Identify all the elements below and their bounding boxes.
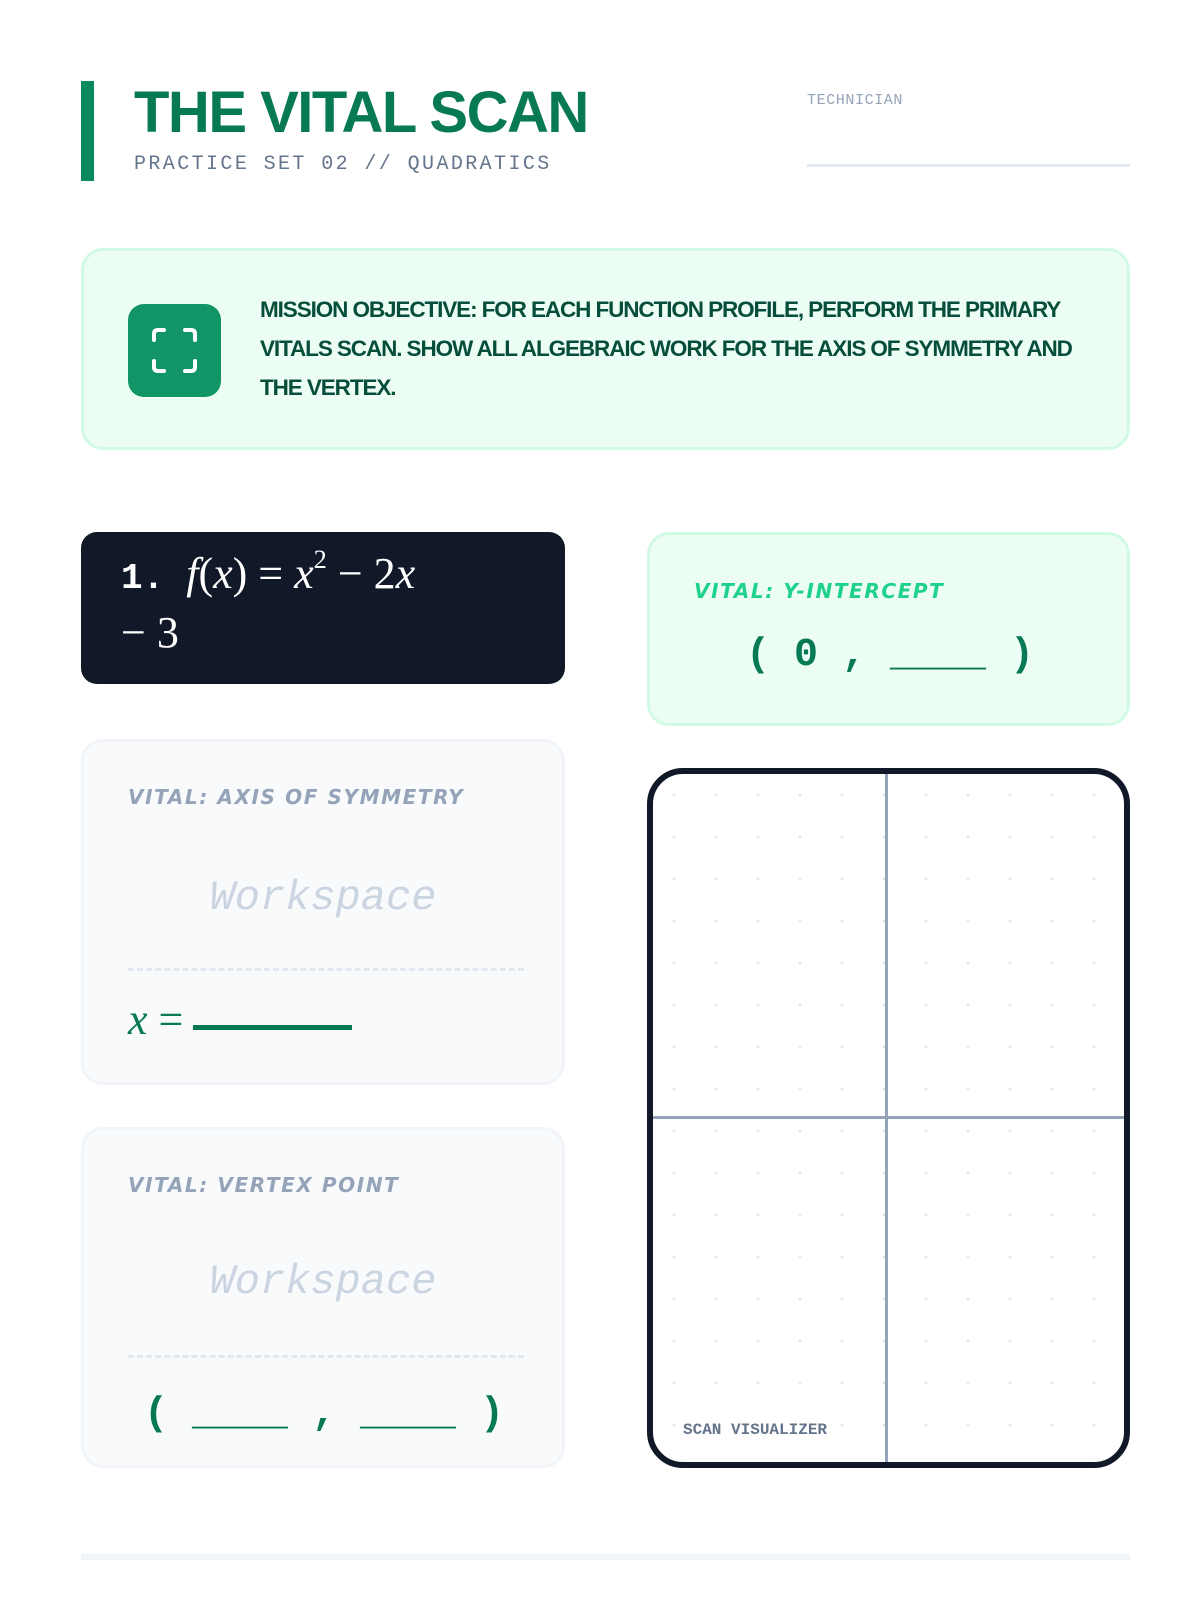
- problem-card: [81, 532, 565, 684]
- vertex-point-label: VITAL: VERTEX POINT: [128, 1173, 400, 1197]
- axis-workspace-area[interactable]: Workspace: [209, 874, 437, 922]
- axis-of-symmetry-label: VITAL: AXIS OF SYMMETRY: [128, 785, 465, 809]
- dashed-divider: [128, 1355, 524, 1358]
- scan-visualizer-label: SCAN VISUALIZER: [683, 1421, 828, 1439]
- header-accent-bar: [81, 81, 94, 181]
- scan-icon: [128, 304, 221, 397]
- page-title: THE VITAL SCAN: [134, 80, 588, 145]
- y-intercept-answer[interactable]: ( 0 , ____ ): [746, 633, 1035, 678]
- scan-visualizer-grid[interactable]: [647, 768, 1130, 1468]
- dashed-divider: [128, 968, 524, 971]
- mission-objective-text: MISSION OBJECTIVE: FOR EACH FUNCTION PROFILE, PERFORM THE PRIMARY VITALS SCAN. SHOW ALL ALGEBRAIC WORK FOR THE AXIS OF SYMMETRY AND THE VERTEX.: [260, 297, 1072, 400]
- axis-answer: x =: [128, 994, 352, 1045]
- y-intercept-label: VITAL: Y-INTERCEPT: [694, 579, 945, 603]
- y-intercept-card: [647, 532, 1130, 726]
- footer-divider: [81, 1554, 1130, 1560]
- vertex-workspace-area[interactable]: Workspace: [209, 1258, 437, 1306]
- x-axis-line: [653, 1116, 1124, 1119]
- vertex-answer[interactable]: ( ____ , ____ ): [144, 1392, 505, 1437]
- vertex-point-card: [81, 1127, 565, 1468]
- axis-answer-blank[interactable]: [193, 1025, 352, 1030]
- technician-label: TECHNICIAN: [807, 92, 904, 109]
- problem-number: 1.: [121, 558, 165, 599]
- axis-of-symmetry-card: [81, 739, 565, 1085]
- page-subtitle: PRACTICE SET 02 // QUADRATICS: [134, 153, 552, 176]
- technician-field[interactable]: [807, 164, 1130, 167]
- problem-equation: 1. $f(x) = x^2 - 2x$ − 3: [121, 544, 416, 657]
- mission-objective-box: [81, 248, 1130, 450]
